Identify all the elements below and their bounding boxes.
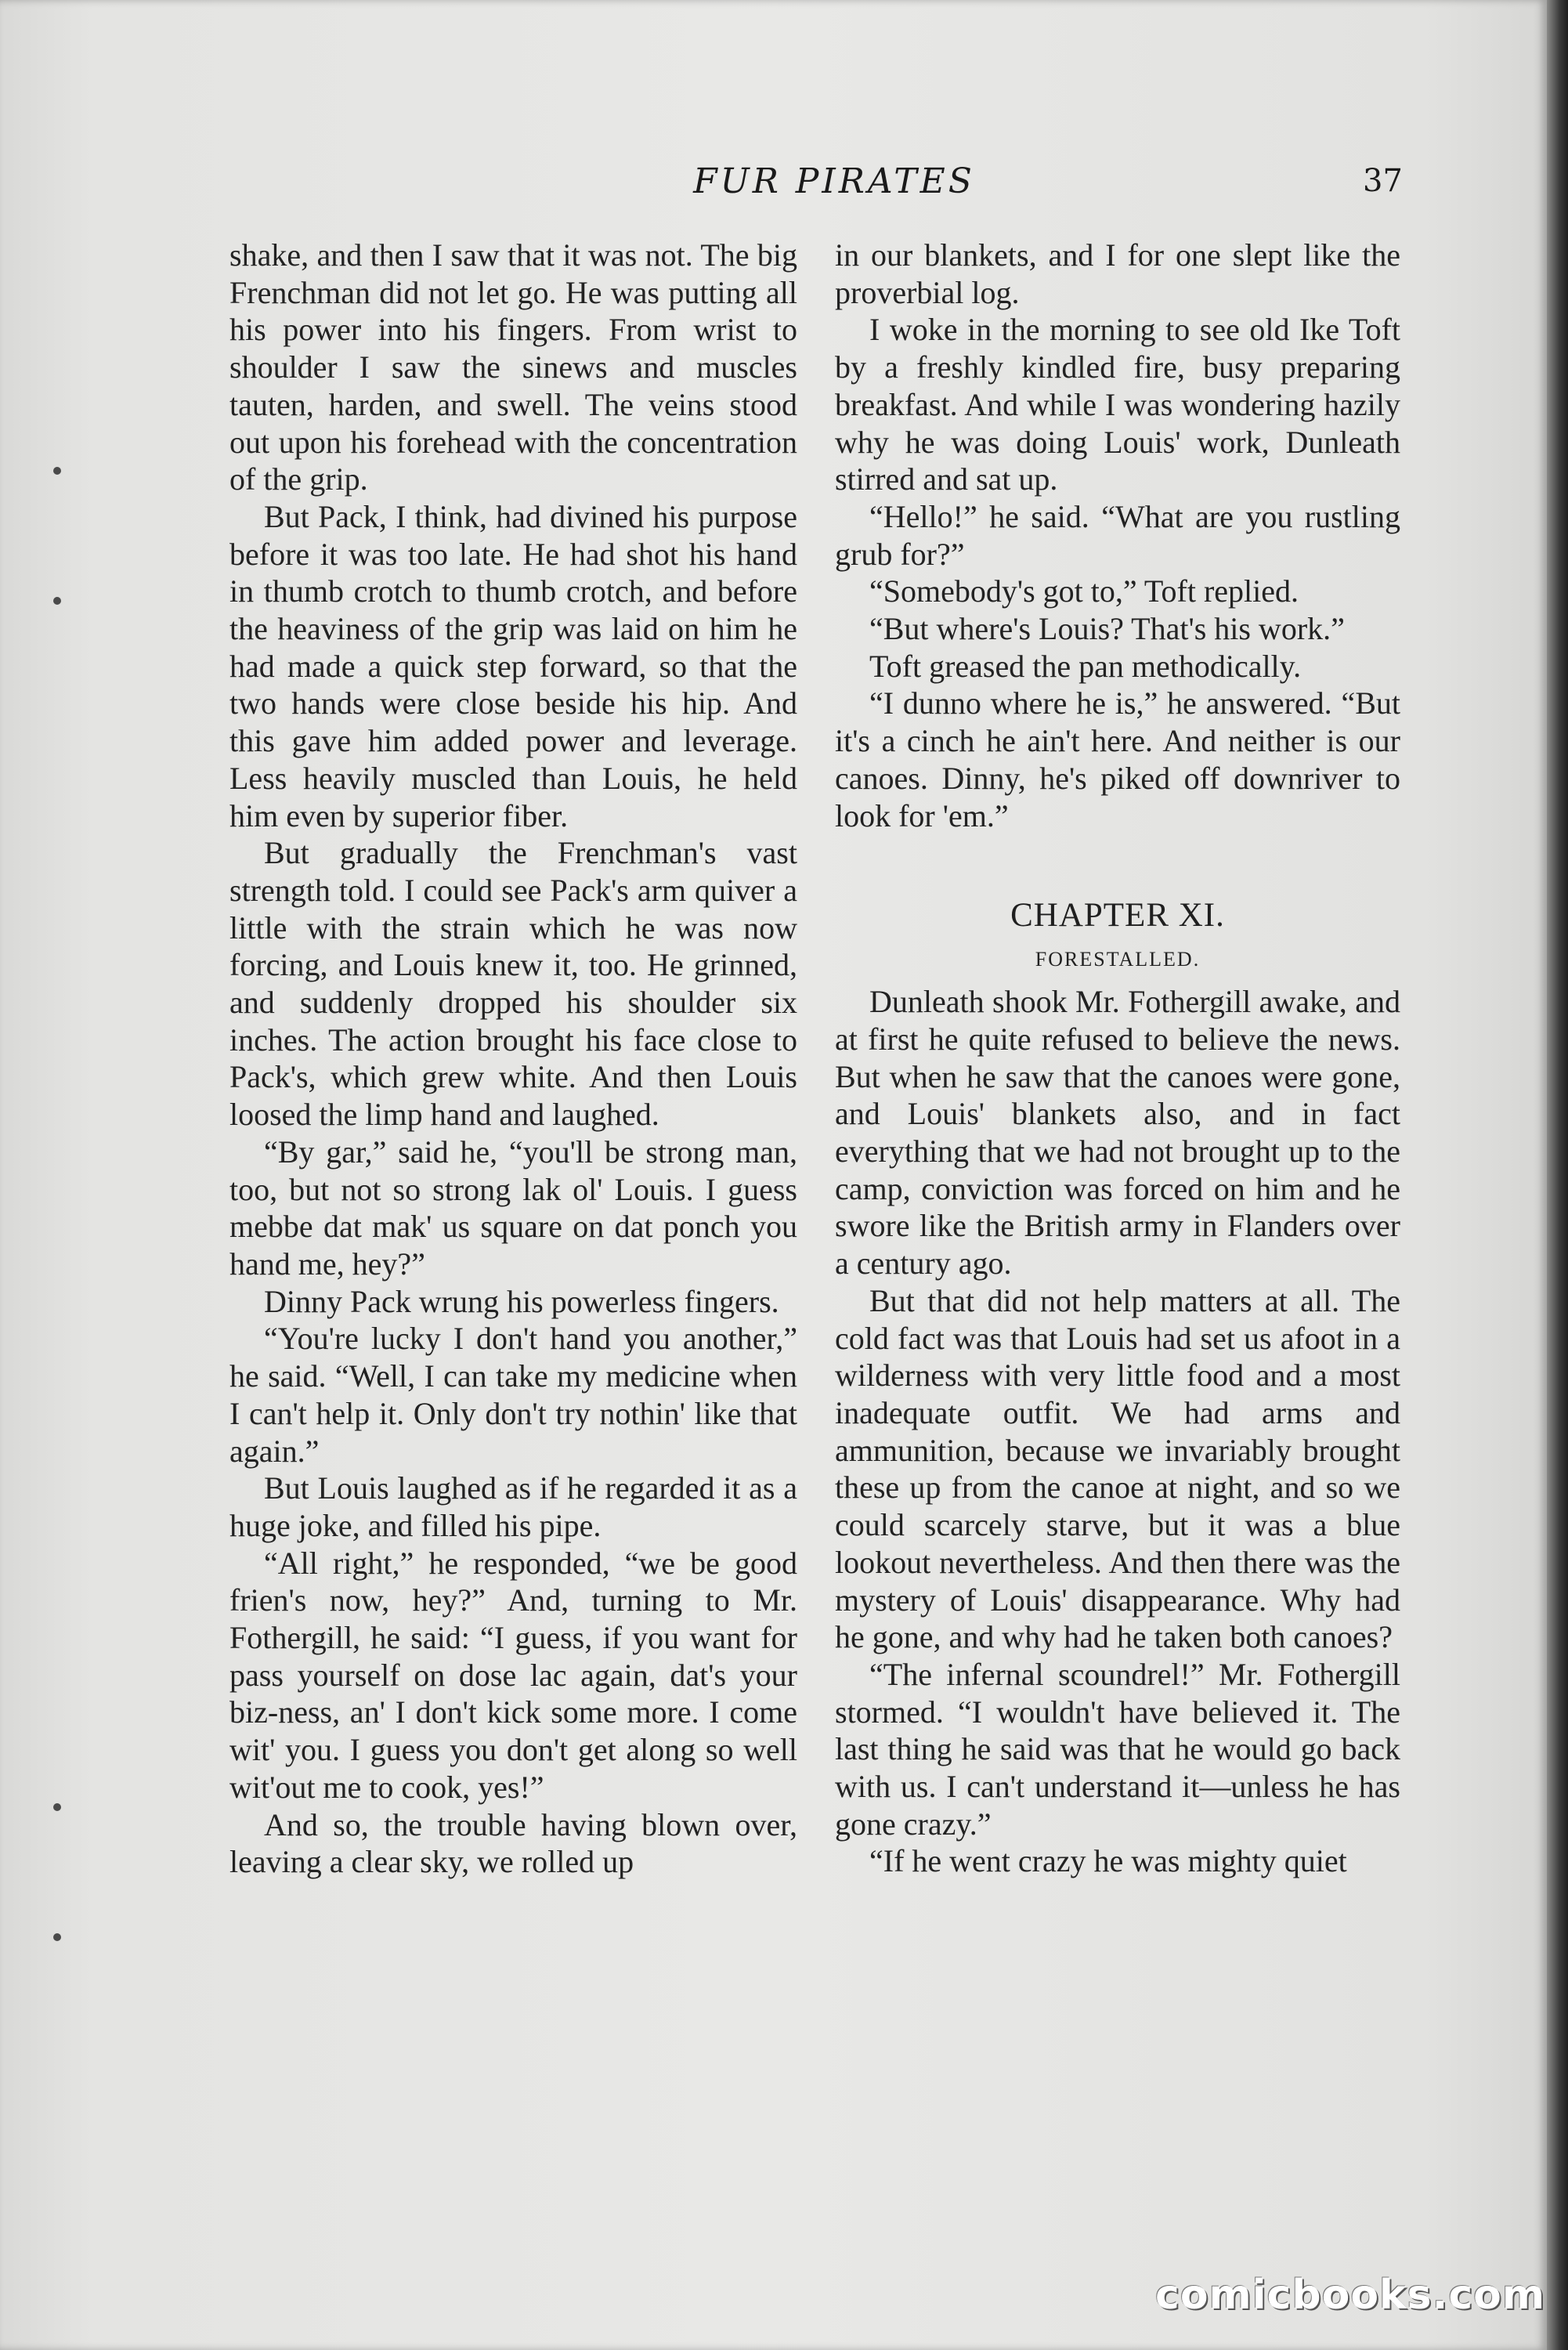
running-header — [0, 161, 1547, 208]
paragraph: “You're lucky I don't hand you another,” he said. “Well, I can take my medicine when I can't help it. Only don't try nothin' like that again.” — [229, 1321, 797, 1469]
paragraph: “Hello!” he said. “What are you rustling grub for?” — [835, 498, 1400, 572]
binding-hole — [53, 1803, 61, 1811]
paragraph: Toft greased the pan methodically. — [869, 648, 1302, 684]
left-column — [229, 237, 797, 1881]
paragraph: Dunleath shook Mr. Fothergill awake, and at first he quite refused to believe the news. But when he saw that the canoes were gone, and Louis' blankets also, and in fact everything that we had not brought up to the camp, conviction was forced on him and he swore like the British army in Flanders over a century ago. — [835, 984, 1400, 1282]
paragraph: But Pack, I think, had divined his purpose before it was too late. He had shot his hand in thumb crotch to thumb crotch, and before the heaviness of the grip was laid on him he had made a quick step forward, so that the two hands were close beside his hip. And this gave him added power and leverage. Less heavily muscled than Louis, he held him even by superior fiber. — [229, 498, 797, 833]
paragraph: But Louis laughed as if he regarded it as a huge joke, and filled his pipe. — [229, 1470, 797, 1543]
binding-hole — [53, 467, 61, 475]
binding-hole — [53, 597, 61, 605]
paragraph: “If he went crazy he was mighty quiet — [869, 1843, 1347, 1879]
running-title: FUR PIRATES — [693, 161, 975, 201]
paragraph: Dinny Pack wrung his powerless fingers. — [264, 1283, 779, 1319]
binding-hole — [53, 1933, 61, 1941]
page-edge — [1547, 0, 1568, 2350]
paragraph: But that did not help matters at all. The cold fact was that Louis had set us afoot in a wilderness with very little food and a most inadequate outfit. We had arms and ammunition, because we invariably brought these up from the canoe at night, and so we could scarcely starve, but it was a blue lookout nevertheless. And then there was the mystery of Louis' disappearance. Why had he gone, and why had he taken both canoes? — [835, 1282, 1400, 1655]
site-watermark: comicbooks.com — [1155, 2272, 1546, 2319]
chapter-subtitle: FORESTALLED. — [1035, 948, 1201, 971]
paragraph: But gradually the Frenchman's vast strength told. I could see Pack's arm quiver a little with the strain which he was now forcing, and Louis knew it, too. He grinned, and suddenly dropped his shoulder six inches. The action brought his face close to Pack's, which grew white. And then Louis loosed the limp hand and laughed. — [229, 835, 797, 1133]
paragraph: “The infernal scoundrel!” Mr. Fothergill stormed. “I wouldn't have believed it. The last thing he said was that he would go back with us. I can't understand it—unless he has gone crazy.” — [835, 1656, 1400, 1842]
paragraph: “But where's Louis? That's his work.” — [869, 611, 1345, 647]
page-number: 37 — [1363, 163, 1403, 199]
paragraph: “By gar,” said he, “you'll be strong man, too, but not so strong lak ol' Louis. I guess mebbe dat mak' us square on dat ponch you hand me, hey?” — [229, 1133, 797, 1282]
paragraph: in our blankets, and I for one slept like the proverbial log. — [835, 237, 1400, 310]
right-column — [835, 237, 1400, 1880]
paragraph: And so, the trouble having blown over, leaving a clear sky, we rolled up — [229, 1806, 797, 1880]
paragraph: shake, and then I saw that it was not. The big Frenchman did not let go. He was putting all his power into his fingers. From wrist to shoulder I saw the sinews and muscles tauten, harden, and swell. The veins stood out upon his forehead with the concentration of the grip. — [229, 237, 797, 497]
paragraph: “I dunno where he is,” he answered. “But it's a cinch he ain't here. And neither is our canoes. Dinny, he's piked off downriver to look for 'em.” — [835, 685, 1400, 833]
chapter-heading: CHAPTER XI. — [1010, 897, 1225, 935]
paragraph: “All right,” he responded, “we be good frien's now, hey?” And, turning to Mr. Fothergill, he said: “I guess, if you want for pass yourself on dose lac again, dat's your biz-ness, an' I don't kick some more. I come wit' you. I guess you don't get along so well wit'out me to cook, yes!” — [229, 1545, 797, 1805]
paragraph: “Somebody's got to,” Toft replied. — [869, 573, 1299, 609]
paragraph: I woke in the morning to see old Ike Toft by a freshly kindled fire, busy preparing breakfast. And while I was wondering hazily why he was doing Louis' work, Dunleath stirred and sat up. — [835, 312, 1400, 497]
